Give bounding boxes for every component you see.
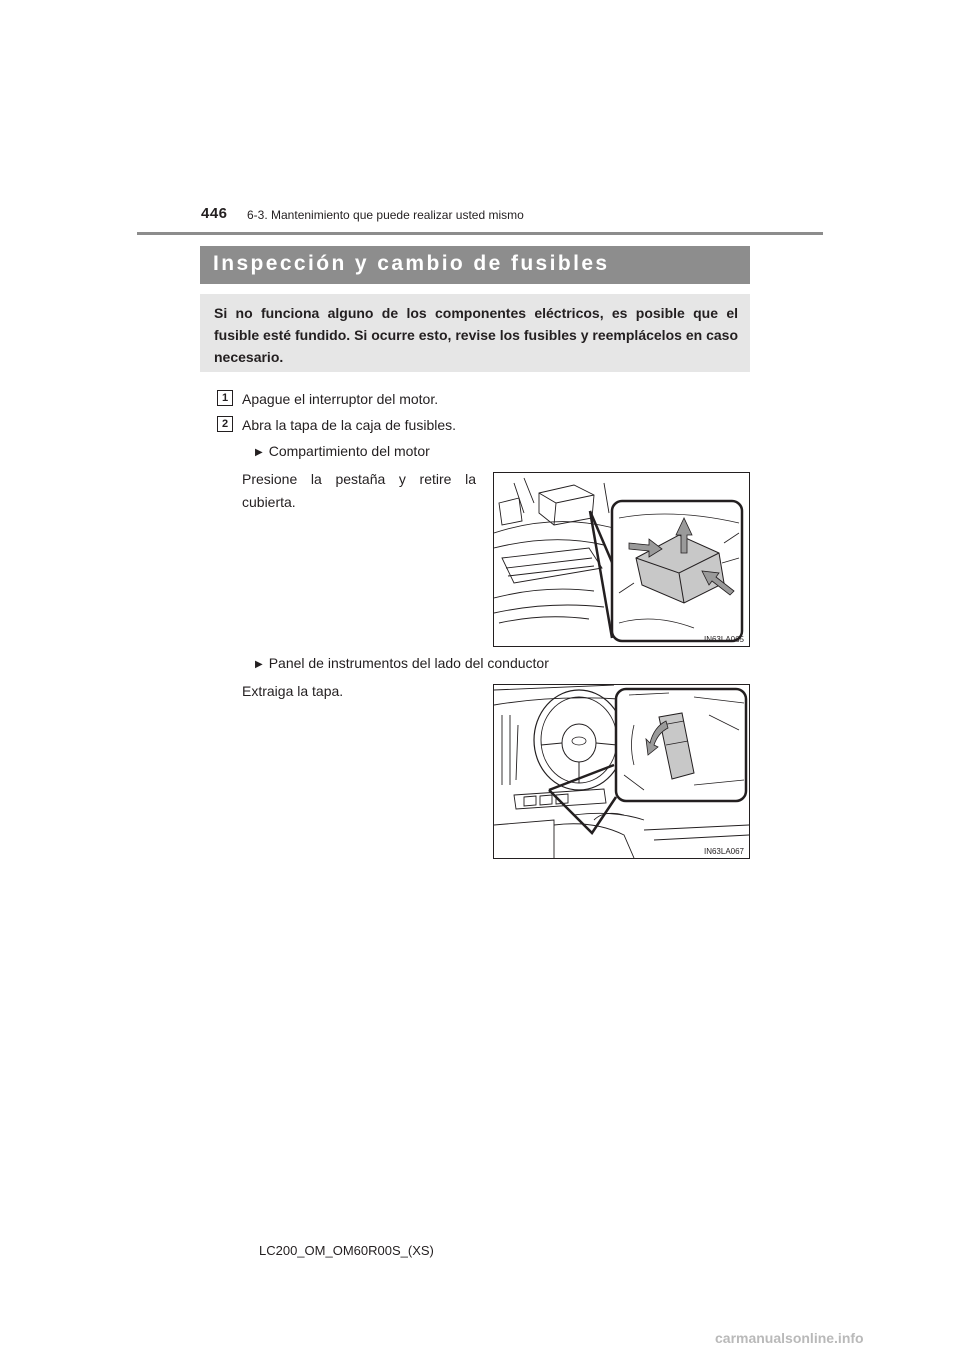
running-head: 6-3. Mantenimiento que puede realizar usted mismo bbox=[247, 208, 524, 222]
engine-figure-code: IN63LA065 bbox=[703, 635, 744, 644]
triangle-right-icon: ▶ bbox=[255, 659, 263, 670]
dash-heading-row bbox=[255, 655, 549, 671]
dash-heading: Panel de instrumentos del lado del conductor bbox=[268, 655, 549, 671]
engine-heading: Compartimiento del motor bbox=[268, 443, 430, 459]
engine-instruction-part1: Presione la pestaña y retire la bbox=[242, 471, 476, 487]
dash-instruction: Extraiga la tapa. bbox=[242, 683, 344, 699]
header-rule bbox=[137, 232, 823, 235]
step-2-text: Abra la tapa de la caja de fusibles. bbox=[242, 417, 457, 433]
triangle-right-icon: ▶ bbox=[255, 447, 263, 458]
step-1-badge: 1 bbox=[217, 390, 233, 406]
intro-box bbox=[200, 294, 750, 372]
engine-instruction-line2 bbox=[242, 491, 476, 514]
step-2-badge: 2 bbox=[217, 416, 233, 432]
engine-heading-row bbox=[255, 443, 430, 459]
step-1-text: Apague el interruptor del motor. bbox=[242, 391, 439, 407]
engine-instruction-line1 bbox=[242, 468, 476, 491]
dash-fusebox-figure bbox=[493, 684, 750, 859]
page-number: 446 bbox=[201, 205, 228, 222]
dash-figure-code: IN63LA067 bbox=[703, 847, 744, 856]
engine-fusebox-figure bbox=[493, 472, 750, 647]
section-banner bbox=[200, 246, 750, 284]
intro-text: Si no funciona alguno de los componentes eléctricos, es posible que el fusible esté fundido. Si ocurre esto, revise los fusibles y reemplácelos en caso necesario. bbox=[214, 305, 738, 365]
section-title: Inspección y cambio de fusibles bbox=[213, 252, 610, 275]
engine-illustration bbox=[494, 473, 749, 646]
engine-instruction-part2: cubierta. bbox=[242, 494, 296, 510]
watermark: carmanualsonline.info bbox=[715, 1330, 864, 1346]
dash-illustration bbox=[494, 685, 749, 858]
footer-code: LC200_OM_OM60R00S_(XS) bbox=[259, 1243, 434, 1258]
